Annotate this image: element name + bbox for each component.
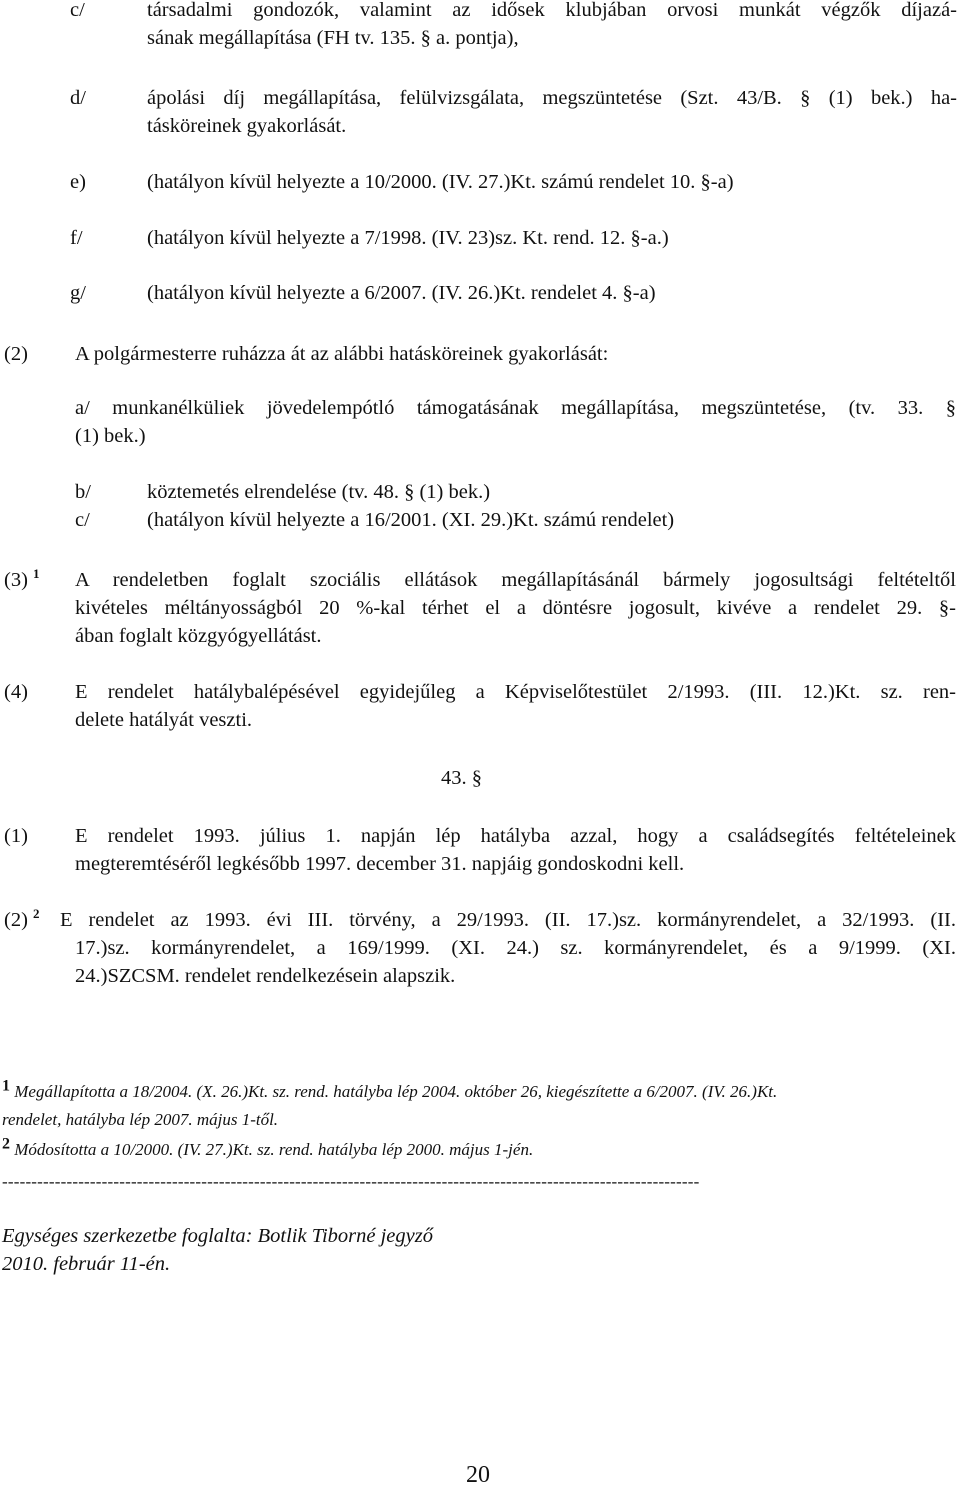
footnote-1-mark: 1 — [2, 1077, 10, 1095]
footnote-2-mark: 2 — [2, 1135, 10, 1153]
section-paragraph-2-label — [4, 906, 40, 934]
paragraph-4-line: E rendelet hatálybalépésével egyidejűleg a Képviselőtestület 2/1993. (III. 12.)Kt. sz. ren- — [75, 681, 956, 703]
section-paragraph-2-line: 17.)sz. kormányrendelet, a 169/1999. (XI. 24.) sz. kormányrendelet, és a 9/1999. (XI. — [75, 937, 956, 959]
paragraph-4-text — [75, 678, 956, 734]
paragraph-3-line: A rendeletben foglalt szociális ellátások megállapításánál bármely jogosultsági feltételtől — [75, 569, 956, 591]
footnote-ref-1: 1 — [33, 566, 40, 582]
paragraph-2-item-a — [75, 394, 956, 450]
item-label-e: e) — [70, 171, 86, 193]
paragraph-2-item-b-text: köztemetés elrendelése (tv. 48. § (1) bek.) — [147, 481, 491, 503]
item-e-text: (hatályon kívül helyezte a 10/2000. (IV. 27.)Kt. számú rendelet 10. §-a) — [147, 171, 734, 193]
paragraph-2-item-c-label: c/ — [75, 509, 90, 531]
section-paragraph-1-text — [75, 822, 956, 878]
item-label-c: c/ — [70, 0, 85, 21]
paragraph-4-line: delete hatályát veszti. — [75, 709, 253, 731]
footnote-1-continuation: rendelet, hatályba lép 2007. május 1-től. — [2, 1110, 279, 1129]
item-label-d: d/ — [70, 87, 86, 109]
paragraph-2-item-b-label: b/ — [75, 481, 91, 503]
item-label-f: f/ — [70, 227, 83, 249]
paragraph-2-item-a-line: (1) bek.) — [75, 425, 146, 447]
paragraph-3-text — [75, 566, 956, 650]
paragraph-2-item-a-line: a/ munkanélküliek jövedelempótló támogatásának megállapítása, megszüntetése, (tv. 33. § — [75, 397, 956, 419]
dashed-separator: ----------------------------------------------------------------------------------------------------------------------- — [2, 1172, 700, 1191]
item-label-g: g/ — [70, 282, 86, 304]
item-d-line: tásköreinek gyakorlását. — [147, 115, 347, 137]
paragraph-3-line: kivételes méltányosságból 20 %-kal térhet el a döntésre jogosult, kivéve a rendelet 29. §- — [75, 597, 956, 619]
section-paragraph-2-line: 24.)SZCSM. rendelet rendelkezésein alapszik. — [75, 965, 456, 987]
item-d-line: ápolási díj megállapítása, felülvizsgálata, megszüntetése (Szt. 43/B. § (1) bek.) ha- — [147, 87, 957, 109]
footnote-1 — [2, 1077, 778, 1104]
paragraph-4-label: (4) — [4, 681, 28, 703]
section-paragraph-1-line: megteremtéséről legkésőbb 1997. december 31. napjáig gondoskodni kell. — [75, 853, 685, 875]
signature-date: 2010. február 11-én. — [2, 1253, 171, 1275]
item-d-text — [147, 84, 957, 140]
footnote-1-line: Megállapította a 18/2004. (X. 26.)Kt. sz. rend. hatályba lép 2004. október 26, kiegészítette a 6/2007. (IV. 26.)Kt. — [14, 1082, 778, 1101]
section-paragraph-2-number: (2) — [4, 909, 28, 931]
item-g-text: (hatályon kívül helyezte a 6/2007. (IV. 26.)Kt. rendelet 4. §-a) — [147, 282, 656, 304]
footnote-2-text: Módosította a 10/2000. (IV. 27.)Kt. sz. rend. hatályba lép 2000. május 1-jén. — [14, 1140, 534, 1159]
item-c-text — [147, 0, 957, 52]
footnote-ref-2: 2 — [33, 906, 40, 922]
paragraph-2-label: (2) — [4, 343, 28, 365]
section-paragraph-1-label: (1) — [4, 825, 28, 847]
section-heading: 43. § — [441, 767, 482, 789]
section-paragraph-1-line: E rendelet 1993. július 1. napján lép hatályba azzal, hogy a családsegítés feltételeinek — [75, 825, 956, 847]
paragraph-3-line: ában foglalt közgyógyellátást. — [75, 625, 322, 647]
paragraph-3-number: (3) — [4, 569, 28, 591]
item-f-text: (hatályon kívül helyezte a 7/1998. (IV. 23)sz. Kt. rend. 12. §-a.) — [147, 227, 669, 249]
item-c-line: sának megállapítása (FH tv. 135. § a. pontja), — [147, 27, 519, 49]
section-paragraph-2-line: E rendelet az 1993. évi III. törvény, a 29/1993. (II. 17.)sz. kormányrendelet, a 32/1993. (II. — [60, 909, 956, 931]
page-number: 20 — [466, 1462, 490, 1488]
footnote-2 — [2, 1135, 534, 1162]
item-c-line: társadalmi gondozók, valamint az idősek klubjában orvosi munkát végzők díjazá- — [147, 0, 957, 21]
signature-line: Egységes szerkezetbe foglalta: Botlik Tiborné jegyző — [2, 1225, 433, 1247]
paragraph-2-text: A polgármesterre ruházza át az alábbi hatásköreinek gyakorlását: — [75, 343, 609, 365]
section-paragraph-2-text — [60, 906, 956, 990]
paragraph-2-item-c-text: (hatályon kívül helyezte a 16/2001. (XI. 29.)Kt. számú rendelet) — [147, 509, 675, 531]
paragraph-3-label — [4, 566, 40, 594]
